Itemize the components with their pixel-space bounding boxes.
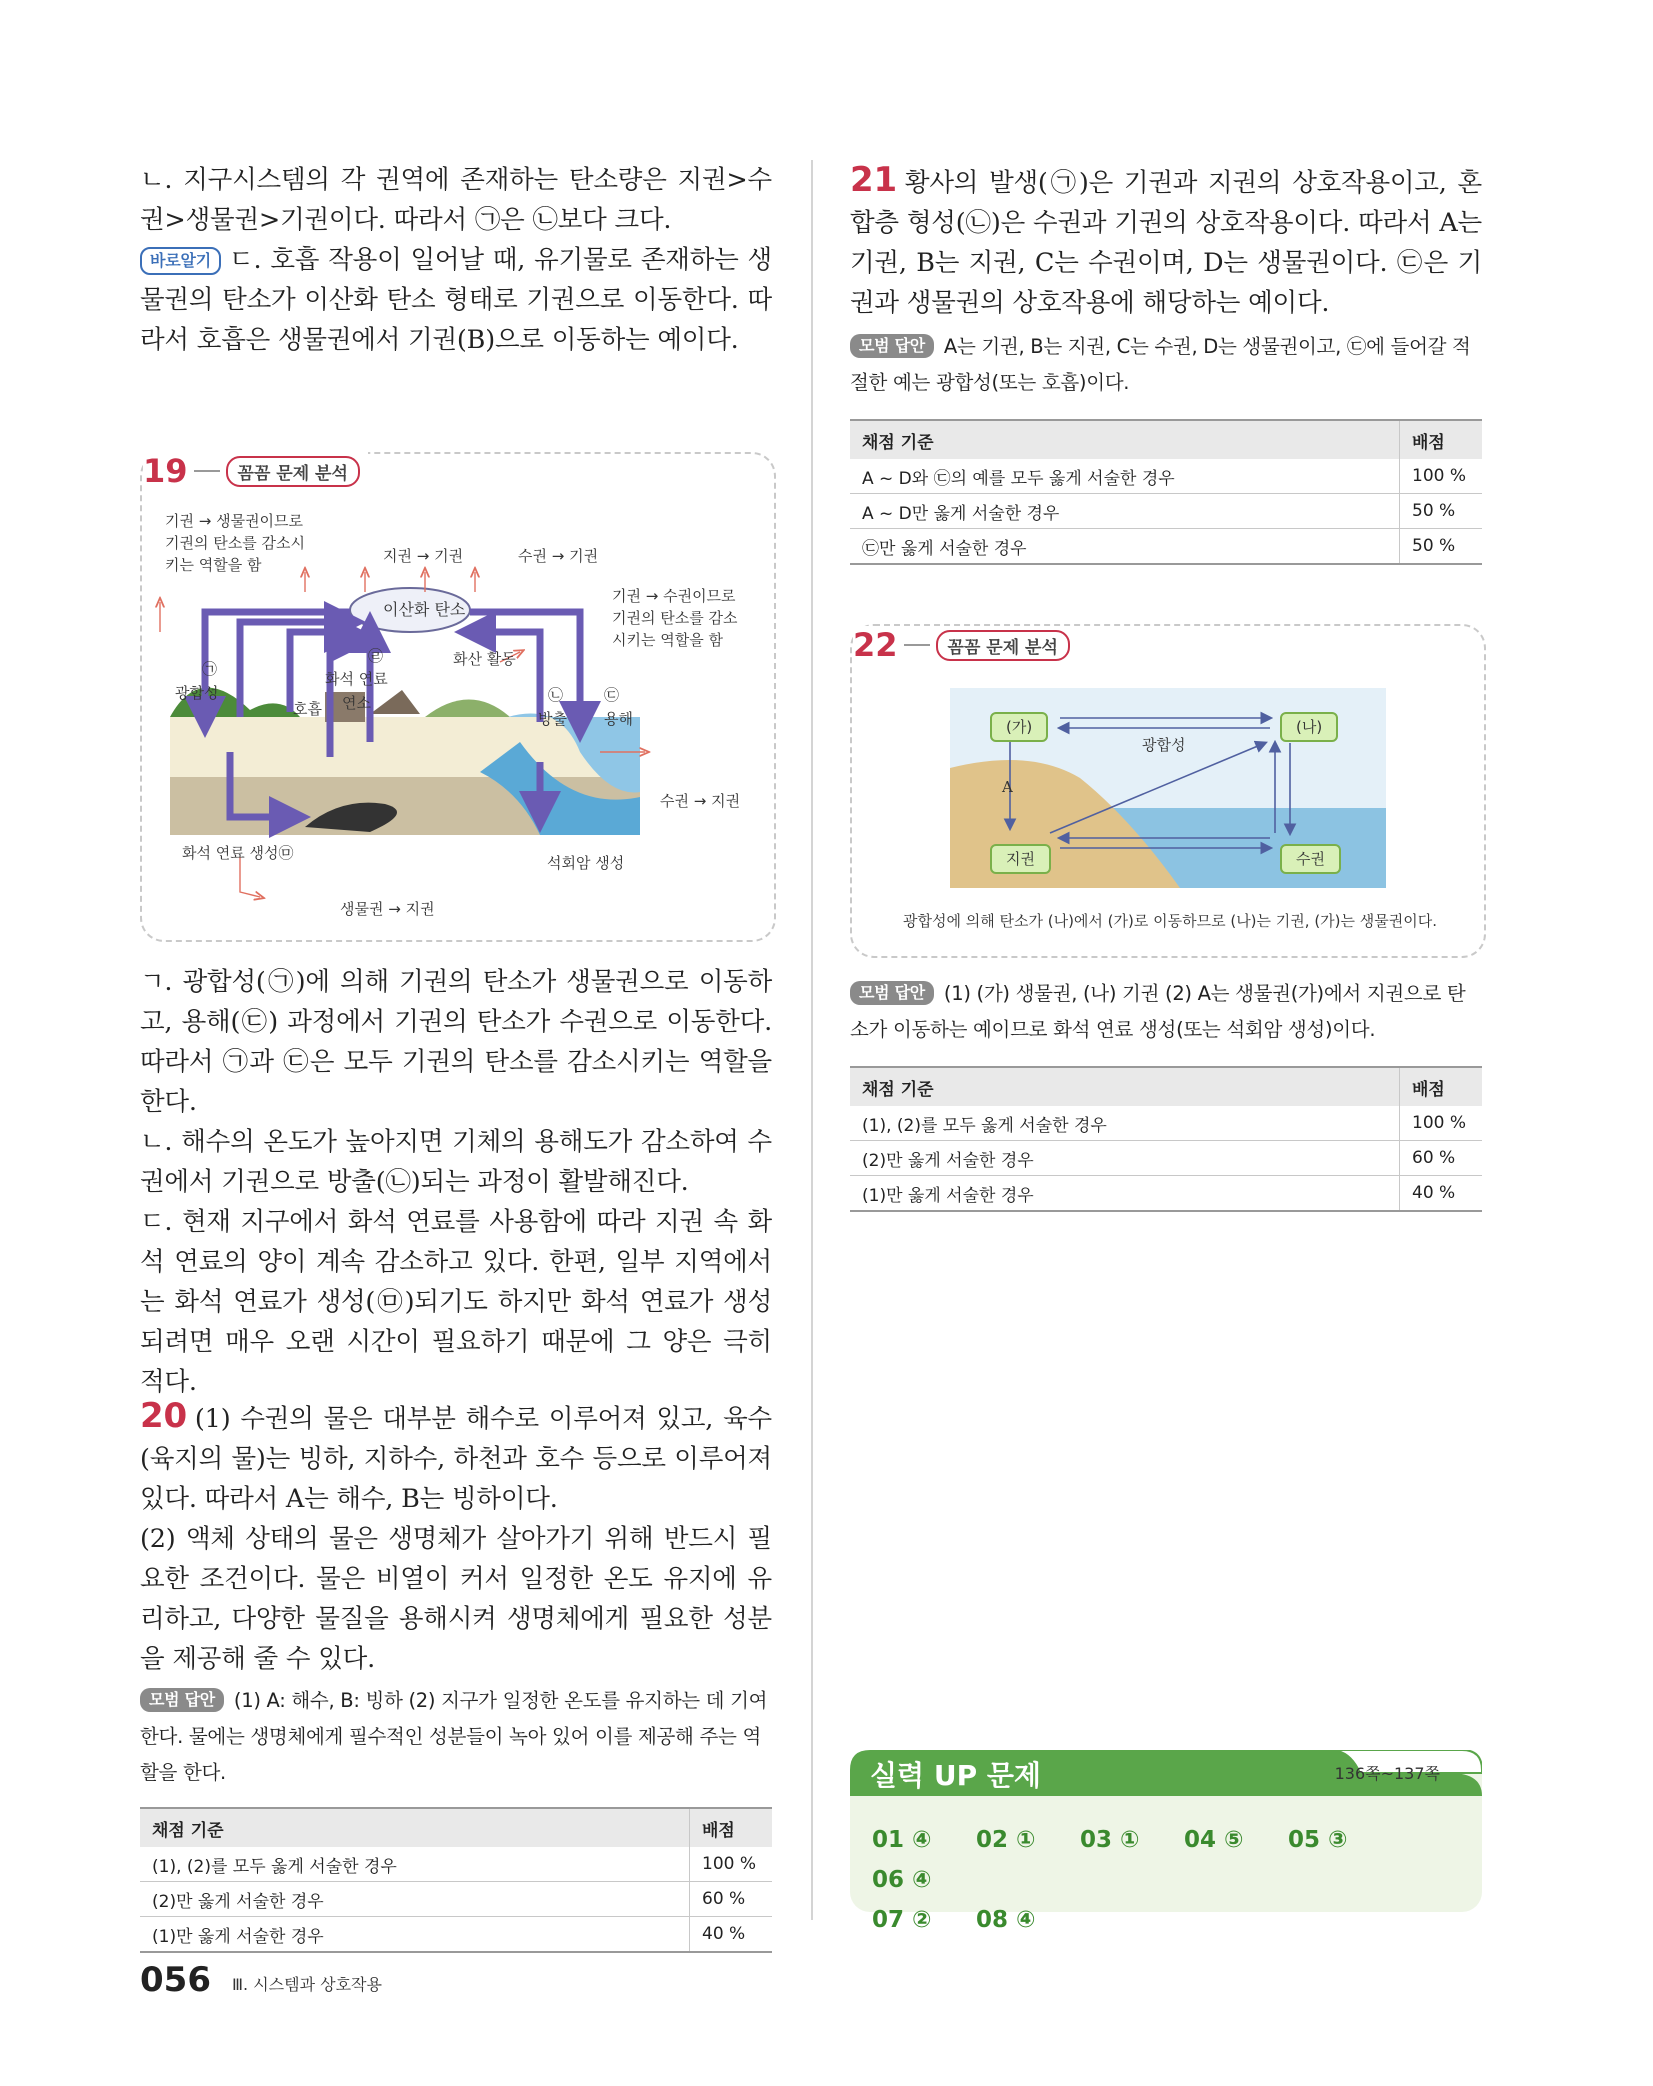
left-column: [140, 160, 772, 360]
label-volcano: 화산 활동: [453, 650, 516, 668]
label-release: 방출: [538, 710, 567, 728]
answer-item: 04 ⑤: [1184, 1827, 1244, 1853]
q22-model-answer: 모범 답안 (1) (가) 생물권, (나) 기권 (2) A는 생물권(가)에서 지권으로 탄소가 이동하는 예이므로 화석 연료 생성(또는 석회암 생성)이다.: [850, 982, 1466, 1041]
correction-text: ㄷ. 호흡 작용이 일어날 때, 유기물로 존재하는 생물권의 탄소가 이산화 탄소 형태로 기권으로 이동한다. 따라서 호흡은 생물권에서 기권(B)으로 이동하는 예이다.: [140, 245, 772, 355]
q21-model-answer: 모범 답안 A는 기권, B는 지권, C는 수권, D는 생물권이고, ㉢에 들어갈 적절한 예는 광합성(또는 호흡)이다.: [850, 335, 1471, 394]
q20-paragraph-1: 20 (1) 수권의 물은 대부분 해수로 이루어져 있고, 육수(육지의 물)는 빙하, 지하수, 하천과 호수 등으로 이루어져 있다. 따라서 A는 해수, B는 빙하이다.: [140, 1396, 772, 1514]
answer-item: 02 ①: [976, 1827, 1036, 1853]
model-answer-tag: 모범 답안: [140, 1688, 224, 1712]
answer-item: 07 ②: [872, 1907, 932, 1933]
label-dissolve: 용해: [604, 710, 633, 728]
analysis-label: 꼼꼼 문제 분석: [936, 630, 1070, 661]
skill-up-box: [850, 1750, 1482, 1933]
label-water-to-air: 수권 → 기권: [518, 547, 599, 565]
table-row: (1)만 옳게 서술한 경우 40 %: [140, 1917, 772, 1953]
table-row: ㉢만 옳게 서술한 경우 50 %: [850, 529, 1482, 565]
hill-icon: [425, 700, 510, 718]
answer-item: 03 ①: [1080, 1827, 1140, 1853]
paragraph-carbon-amount: ㄴ. 지구시스템의 각 권역에 존재하는 탄소량은 지권>수권>생물권>기권이다. 따라서 ㉠은 ㉡보다 크다.: [140, 165, 772, 235]
label-a: A: [1002, 778, 1013, 796]
note-air-to-bio: 기권 → 생물권이므로 기권의 탄소를 감소시 키는 역할을 함: [165, 512, 305, 574]
model-answer-tag: 모범 답안: [850, 981, 934, 1005]
note-air-to-water: 기권 → 수권이므로 기권의 탄소를 감소 시키는 역할을 함: [612, 587, 738, 649]
q20-grading-table: 채점 기준 배점 (1), (2)를 모두 옳게 서술한 경우 100 % (2)만 옳게 서술한 경우 60 % (1)만 옳게 서술한 경우 40 %: [140, 1807, 772, 1953]
table-row: (1)만 옳게 서술한 경우 40 %: [850, 1176, 1482, 1212]
answer-grid: [872, 1820, 1472, 1940]
q21-paragraph: 21 황사의 발생(㉠)은 기권과 지권의 상호작용이고, 혼합층 형성(㉡)은 수권과 기권의 상호작용이다. 따라서 A는 기권, B는 지권, C는 수권이며, D는 생물권이다. ㉢은 기권과 생물권의 상호작용에 해당하는 예이다.: [850, 160, 1482, 318]
table-row: A ~ D와 ㉢의 예를 모두 옳게 서술한 경우 100 %: [850, 459, 1482, 494]
label-fossil-burn: 화석 연료: [325, 670, 388, 688]
section-title: Ⅲ. 시스템과 상호작용: [232, 1975, 382, 1994]
paragraph-correction: [140, 240, 772, 360]
mark-c: ㉢: [604, 686, 620, 704]
mark-e: ㉣: [368, 647, 384, 665]
label-geo-to-air: 지권 → 기권: [383, 547, 464, 565]
q21-grading-table: 채점 기준 배점 A ~ D와 ㉢의 예를 모두 옳게 서술한 경우 100 % A ~ D만 옳게 서술한 경우 50 % ㉢만 옳게 서술한 경우 50 %: [850, 419, 1482, 565]
table-row: (2)만 옳게 서술한 경우 60 %: [850, 1141, 1482, 1176]
label-fossil-burn-2: 연소: [342, 694, 371, 712]
label-bio-to-geo: 생물권 → 지권: [340, 900, 435, 918]
paragraph-sea-temperature: ㄴ. 해수의 온도가 높아지면 기체의 용해도가 감소하여 수권에서 기권으로 방출(㉡)되는 과정이 활발해진다.: [140, 1127, 772, 1197]
model-answer-tag: 모범 답안: [850, 334, 934, 358]
question-number: 22: [853, 626, 898, 664]
label-water-to-geo: 수권 → 지권: [660, 792, 741, 810]
question-number: 21: [850, 160, 897, 200]
label-respiration: 호흡: [293, 700, 322, 718]
node-ga: (가): [990, 712, 1048, 742]
paragraph-fossil-fuel: ㄷ. 현재 지구에서 화석 연료를 사용함에 따라 지권 속 화석 연료의 양이 계속 감소하고 있다. 한편, 일부 지역에서는 화석 연료가 생성(㉤)되기도 하지만 화석 연료가 생성되려면 매우 오랜 시간이 필요하기 때문에 그 양은 극히 적다.: [140, 1207, 772, 1397]
answer-item: 05 ③: [1288, 1827, 1348, 1853]
skill-up-title: 실력 UP 문제: [870, 1759, 1041, 1792]
volcano-icon: [370, 690, 420, 714]
label-limestone: 석회암 생성: [547, 854, 625, 872]
node-na: (나): [1280, 712, 1338, 742]
q22-caption: 광합성에 의해 탄소가 (나)에서 (가)로 이동하므로 (나)는 기권, (가)는 생물권이다.: [903, 912, 1437, 930]
label-fossil-form: 화석 연료 생성㉤: [182, 844, 294, 862]
table-row: A ~ D만 옳게 서술한 경우 50 %: [850, 494, 1482, 529]
skill-up-pages: 136쪽~137쪽: [1334, 1764, 1440, 1783]
answer-item: 06 ④: [872, 1867, 932, 1893]
node-hydrosphere: 수권: [1280, 844, 1341, 874]
mark-a: ㉠: [202, 660, 218, 678]
q22-grading-table: 채점 기준 배점 (1), (2)를 모두 옳게 서술한 경우 100 % (2)만 옳게 서술한 경우 60 % (1)만 옳게 서술한 경우 40 %: [850, 1066, 1482, 1212]
table-row: (1), (2)를 모두 옳게 서술한 경우 100 %: [850, 1106, 1482, 1141]
answer-item: 01 ④: [872, 1827, 932, 1853]
q20-model-answer: 모범 답안 (1) A: 해수, B: 빙하 (2) 지구가 일정한 온도를 유지하는 데 기여한다. 물에는 생명체에게 필수적인 성분들이 녹아 있어 이를 제공해 주는 역할을 한다.: [140, 1689, 768, 1784]
q21-section: [850, 160, 1482, 565]
table-row: (1), (2)를 모두 옳게 서술한 경우 100 %: [140, 1847, 772, 1882]
question-number: 19: [143, 452, 188, 490]
analysis-label: 꼼꼼 문제 분석: [226, 456, 360, 487]
column-divider: [811, 160, 813, 1920]
table-row: (2)만 옳게 서술한 경우 60 %: [140, 1882, 772, 1917]
paragraph-photosynthesis: ㄱ. 광합성(㉠)에 의해 기권의 탄소가 생물권으로 이동하고, 용해(㉢) 과정에서 기권의 탄소가 수권으로 이동한다. 따라서 ㉠과 ㉢은 모두 기권의 탄소를 감소시키는 역할을 한다.: [140, 967, 772, 1117]
q20-paragraph-2: (2) 액체 상태의 물은 생명체가 살아가기 위해 반드시 필요한 조건이다. 물은 비열이 커서 일정한 온도 유지에 유리하고, 다양한 물질을 용해시켜 생명체에게 필요한 성분을 제공해 줄 수 있다.: [140, 1524, 772, 1674]
correction-tag: 바로알기: [140, 247, 221, 275]
q22-header: [853, 626, 1078, 664]
label-co2: 이산화 탄소: [383, 600, 466, 619]
label-photosynthesis: 광합성: [175, 684, 219, 702]
mark-b: ㉡: [548, 686, 564, 704]
question-number: 20: [140, 1396, 187, 1436]
q20-section: [140, 1396, 772, 1953]
answer-item: 08 ④: [976, 1907, 1036, 1933]
q19-explanation: [140, 962, 772, 1402]
page-number: 056: [140, 1960, 211, 2000]
label-photosynthesis: 광합성: [1142, 736, 1186, 754]
node-geosphere: 지권: [990, 844, 1051, 874]
q22-section: [850, 976, 1482, 1212]
